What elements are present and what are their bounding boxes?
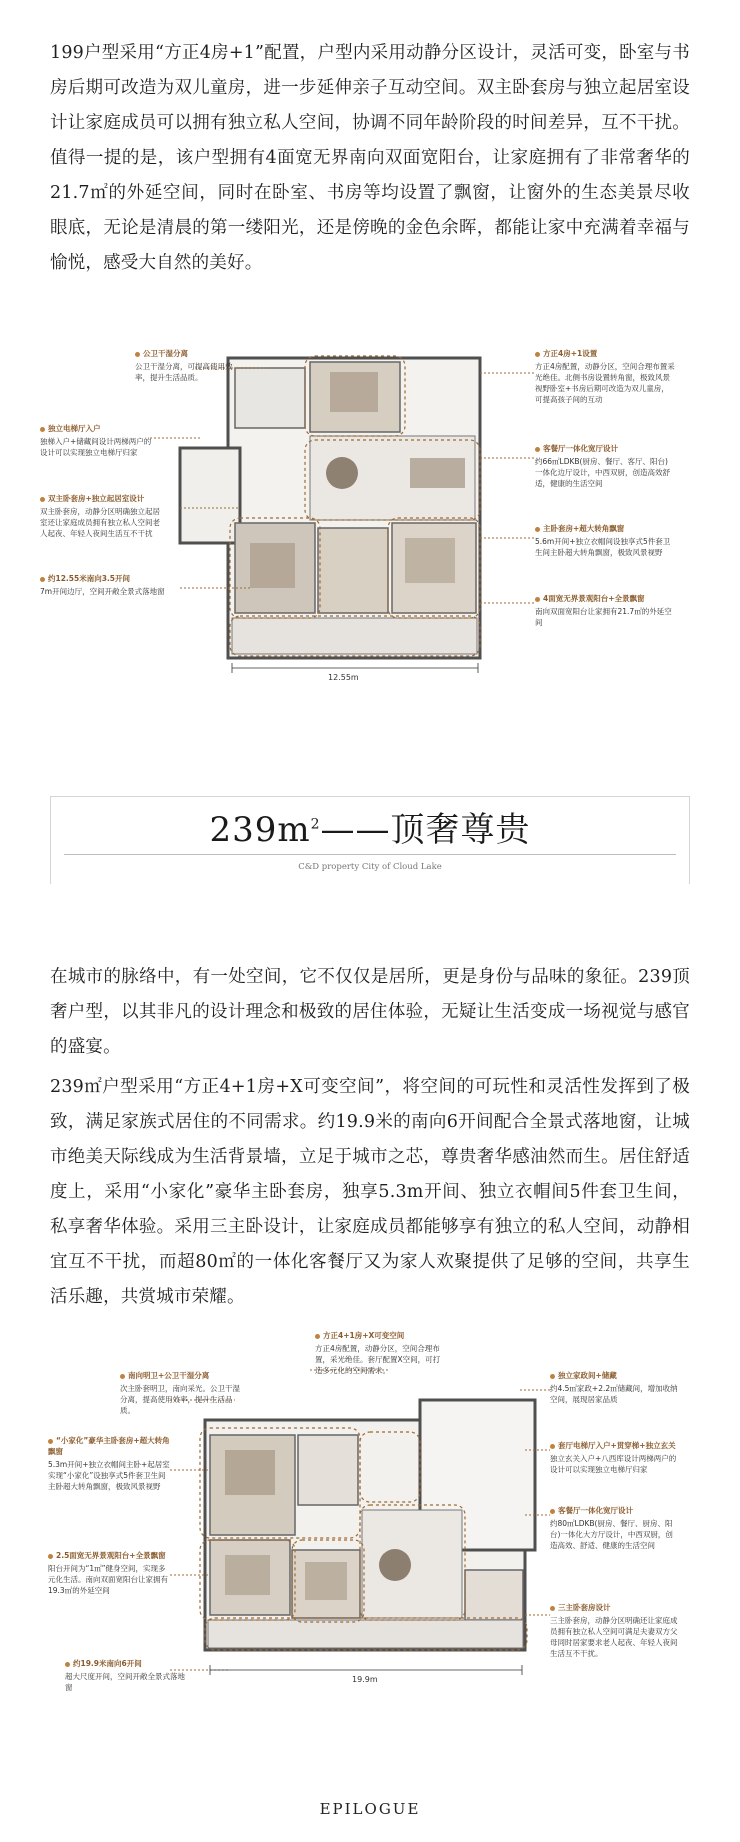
callout-master-suite bbox=[535, 523, 675, 558]
callout-body: 次主卧套明卫，南向采光。公卫干湿分离，提高使用效率，提升生活品质。 bbox=[120, 1384, 240, 1415]
callout-living-hall-239 bbox=[550, 1505, 678, 1551]
section-title-rest: ——顶奢尊贵 bbox=[320, 810, 531, 850]
callout-title: 4面宽无界景观阳台+全景飘窗 bbox=[535, 593, 675, 604]
callout-title: 客餐厅一体化宽厅设计 bbox=[535, 443, 675, 454]
callout-body: 南向双面宽阳台让家拥有21.7㎡的外延空间 bbox=[535, 607, 672, 627]
section-title-main: 239m bbox=[209, 810, 311, 850]
callout-balcony-239 bbox=[48, 1550, 173, 1596]
callout-body: 三主卧套房，动静分区明确还让家庭成员拥有独立私人空间可满足夫妻双方父母同时居家要求老人起夜、年轻人夜间生活互不干扰。 bbox=[550, 1616, 678, 1658]
callout-title: 客餐厅一体化宽厅设计 bbox=[550, 1505, 678, 1516]
callout-title: 双主卧套房+独立起居室设计 bbox=[40, 493, 165, 504]
floor-plan-239 bbox=[48, 1331, 680, 1724]
callout-double-master bbox=[40, 493, 165, 539]
callout-public-bath bbox=[135, 348, 245, 383]
section-subtitle: C&D property City of Cloud Lake bbox=[298, 862, 442, 872]
callout-body: 约66㎡LDKB(厨房、餐厅、客厅、阳台)一体化边厅设计，中西双厨，创造高效舒适，健康的生活空间 bbox=[535, 457, 670, 488]
callout-balcony bbox=[535, 593, 675, 628]
callout-title: 约12.55米南向3.5开间 bbox=[40, 573, 165, 584]
callout-south-bays-239 bbox=[65, 1658, 190, 1693]
callout-body: 方正4房配置，动静分区，空间合理布置采光绝佳。北侧书房设置转角窗，极致风景视野卧室+书房后期可改造为双儿童房，可提高孩子间的互动 bbox=[535, 362, 675, 404]
section-title bbox=[50, 802, 690, 851]
callout-title: 方正4房+1设置 bbox=[535, 348, 675, 359]
paragraph-3: 239㎡户型采用“方正4+1房+X可变空间”，将空间的可玩性和灵活性发挥到了极致，满足家族式居住的不同需求。约19.9米的南向6开间配合全景式落地窗，让城市绝美天际线成为生活背景墙，立足于城市之芯，尊贵奢华感油然而生。居住舒适度上，采用“小家化”豪华主卧套房，独享5.3m开间、独立衣帽间5件套卫生间，私享奢华体验。采用三主卧设计，让家庭成员都能够享有独立的私人空间，动静相宜互不干扰，而超80㎡的一体化客餐厅又为家人欢聚提供了足够的空间，共享生活乐趣，共赏城市荣耀。 bbox=[50, 1077, 690, 1307]
callout-title: “小家化”豪华主卧套房+超大转角飘窗 bbox=[48, 1435, 173, 1457]
callout-body: 方正4房配置，动静分区，空间合理布置，采光绝佳。套厅配置X空间，可打造多元化的空间需求。 bbox=[315, 1344, 441, 1375]
callout-title: 套厅电梯厅入户+贯穿梯+独立玄关 bbox=[550, 1440, 678, 1451]
callout-title: 约19.9米南向6开间 bbox=[65, 1658, 190, 1669]
callout-housekeeping bbox=[550, 1370, 678, 1405]
callout-south-bays bbox=[40, 573, 165, 597]
callout-title: 2.5面宽无界景观阳台+全景飘窗 bbox=[48, 1550, 173, 1561]
callout-title: 南向明卫+公卫干湿分离 bbox=[120, 1370, 240, 1381]
floor-plan-199 bbox=[40, 348, 680, 714]
callout-body: 独立玄关入户+八西库设计两梯两户的设计可以实现独立电梯厅归家 bbox=[550, 1454, 677, 1474]
section-title-band bbox=[50, 796, 690, 884]
callout-title: 主卧套房+超大转角飘窗 bbox=[535, 523, 675, 534]
divider-line bbox=[50, 796, 690, 797]
callout-body: 阳台开间为“1㎡”健身空间，实现多元化生活。南向双面宽阳台让家拥有19.3㎡的外延空间 bbox=[48, 1564, 168, 1595]
intro-paragraph: 199户型采用“方正4房+1”配置，户型内采用动静分区设计，灵活可变，卧室与书房后期可改造为双儿童房，进一步延伸亲子互动空间。双主卧套房与独立起居室设计让家庭成员可以拥有独立私人空间，协调不同年龄阶段的时间差异，互不干扰。值得一提的是，该户型拥有4面宽无界南向双面宽阳台，让家庭拥有了非常奢华的21.7㎡的外延空间，同时在卧室、书房等均设置了飘窗，让窗外的生态美景尽收眼底，无论是清晨的第一缕阳光，还是傍晚的金色余晖，都能让家中充满着幸福与愉悦，感受大自然的美好。 bbox=[50, 43, 690, 273]
callout-title: 方正4+1房+X可变空间 bbox=[315, 1330, 445, 1341]
callout-living-hall bbox=[535, 443, 675, 489]
plan-width-label: 19.9m bbox=[352, 1675, 378, 1684]
callout-title: 独立电梯厅入户 bbox=[40, 423, 155, 434]
callout-south-bath bbox=[120, 1370, 240, 1416]
divider-line bbox=[64, 854, 676, 855]
callout-body: 公卫干湿分离，可提高使用效率，提升生活品质。 bbox=[135, 362, 233, 382]
callout-body: 独梯入户+储藏间设计两梯两户的设计可以实现独立电梯厅归家 bbox=[40, 437, 152, 457]
paragraph-2: 在城市的脉络中，有一处空间，它不仅仅是居所，更是身份与品味的象征。239顶奢户型，以其非凡的设计理念和极致的居住体验，无疑让生活变成一场视觉与感官的盛宴。 bbox=[50, 967, 690, 1057]
callout-body: 超大尺度开间，空间开敞全景式落地窗 bbox=[65, 1672, 185, 1692]
section-title-sup: 2 bbox=[310, 816, 321, 833]
callout-master-suite-239 bbox=[48, 1435, 173, 1492]
callout-title: 三主卧套房设计 bbox=[550, 1602, 678, 1613]
callout-title: 公卫干湿分离 bbox=[135, 348, 245, 359]
callout-body: 5.3m开间+独立衣帽间主卧+起居室实现“小家化”设独享式5件套卫生间主卧超大转角飘窗，极致风景视野 bbox=[48, 1460, 170, 1491]
callout-three-master bbox=[550, 1602, 678, 1659]
callout-body: 5.6m开间+独立衣帽间设独享式5件套卫生间主卧超大转角飘窗，极致风景视野 bbox=[535, 537, 671, 557]
callout-entry-foyer bbox=[550, 1440, 678, 1475]
callout-variable-space bbox=[315, 1330, 445, 1376]
plan-width-label: 12.55m bbox=[328, 673, 359, 682]
callout-elevator-entry bbox=[40, 423, 155, 458]
callout-four-rooms bbox=[535, 348, 675, 405]
callout-body: 7m开间边厅，空间开敞全景式落地窗 bbox=[40, 587, 165, 596]
callout-body: 约4.5㎡家政+2.2㎡储藏间，增加收纳空间，展现居家品质 bbox=[550, 1384, 678, 1404]
callout-body: 双主卧套房，动静分区明确独立起居室还让家庭成员拥有独立私人空间老人起夜、年轻人夜间生活互不干扰 bbox=[40, 507, 160, 538]
callout-title: 独立家政间+储藏 bbox=[550, 1370, 678, 1381]
callout-body: 约80㎡LDKB(厨房、餐厅、厨房、阳台)一体化大方厅设计，中西双厨，创造高效、舒适、健康的生活空间 bbox=[550, 1519, 673, 1550]
epilogue-heading: EPILOGUE bbox=[319, 1800, 421, 1818]
